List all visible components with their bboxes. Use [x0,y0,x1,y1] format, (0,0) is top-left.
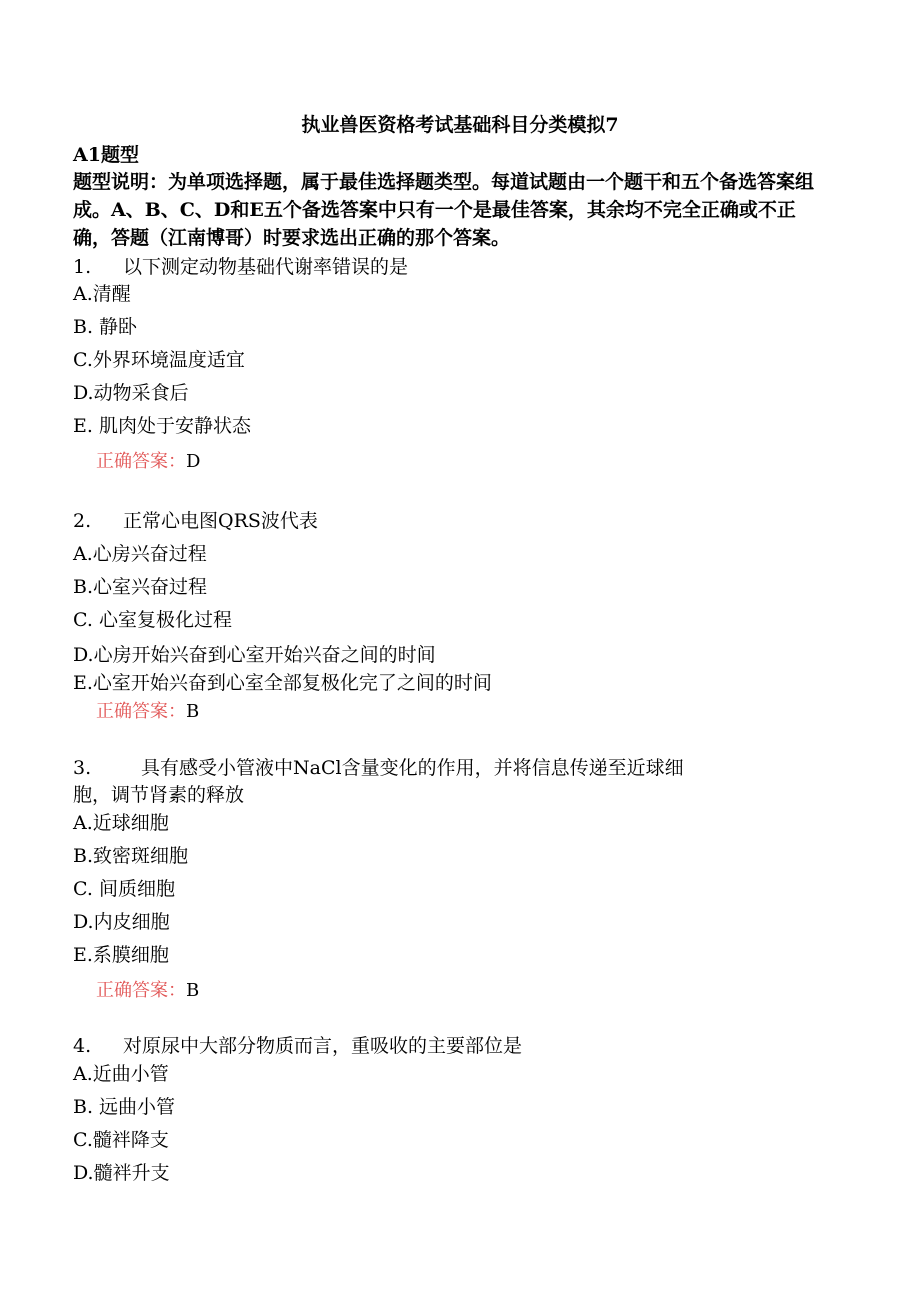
answer-label: 正确答案： [96,701,186,722]
section-heading: A1题型 [73,144,139,166]
question-3-option-c: C. 间质细胞 [73,878,175,900]
question-4-option-b: B. 远曲小管 [73,1096,176,1118]
answer-value: D [186,451,201,472]
question-number: 1. [73,256,92,278]
question-3-stem [73,755,684,781]
question-2-option-d: D.心房开始兴奋到心室开始兴奋之间的时间 [73,644,436,666]
question-2-answer [96,700,199,724]
question-text: 对原尿中大部分物质而言，重吸收的主要部位是 [123,1035,523,1057]
question-4-stem [73,1033,522,1059]
question-3-option-d: D.内皮细胞 [73,911,170,933]
answer-label: 正确答案： [96,980,186,1001]
question-4-option-c: C.髓袢降支 [73,1129,169,1151]
question-4-option-a: A.近曲小管 [73,1063,169,1085]
question-number: 4. [73,1035,92,1057]
question-1-option-c: C.外界环境温度适宜 [73,349,245,371]
section-description: 题型说明：为单项选择题，属于最佳选择题类型。每道试题由一个题干和五个备选答案组成。A、B、C、D和E五个备选答案中只有一个是最佳答案，其余均不完全正确或不正确，答题（江南博哥）时要求选出正确的那个答案。 [73,171,815,249]
question-2-stem [73,508,318,534]
question-number: 3. [73,757,92,779]
question-text: 以下测定动物基础代谢率错误的是 [123,256,409,278]
question-1-answer [96,450,200,474]
question-1-stem [73,254,408,280]
question-number: 2. [73,510,92,532]
answer-value: B [186,701,200,722]
question-1-option-a: A.清醒 [73,283,131,305]
question-text: 具有感受小管液中NaCl含量变化的作用，并将信息传递至近球细 [141,757,684,779]
question-3-stem-continued: 胞，调节肾素的释放 [73,784,245,806]
question-2-option-c: C. 心室复极化过程 [73,609,232,631]
question-3-option-e: E.系膜细胞 [73,944,169,966]
question-2-option-a: A.心房兴奋过程 [73,543,207,565]
question-3-answer [96,979,199,1003]
question-1-option-d: D.动物采食后 [73,382,189,404]
question-4-option-d: D.髓袢升支 [73,1162,170,1184]
question-2-option-b: B.心室兴奋过程 [73,576,208,598]
question-3-option-b: B.致密斑细胞 [73,845,189,867]
document-title: 执业兽医资格考试基础科目分类模拟7 [301,114,619,136]
answer-value: B [186,980,200,1001]
answer-label: 正确答案： [96,451,186,472]
question-2-option-e: E.心室开始兴奋到心室全部复极化完了之间的时间 [73,672,492,694]
question-3-option-a: A.近球细胞 [73,812,169,834]
question-1-option-e: E. 肌肉处于安静状态 [73,415,251,437]
question-1-option-b: B. 静卧 [73,316,138,338]
question-text: 正常心电图QRS波代表 [123,510,318,532]
